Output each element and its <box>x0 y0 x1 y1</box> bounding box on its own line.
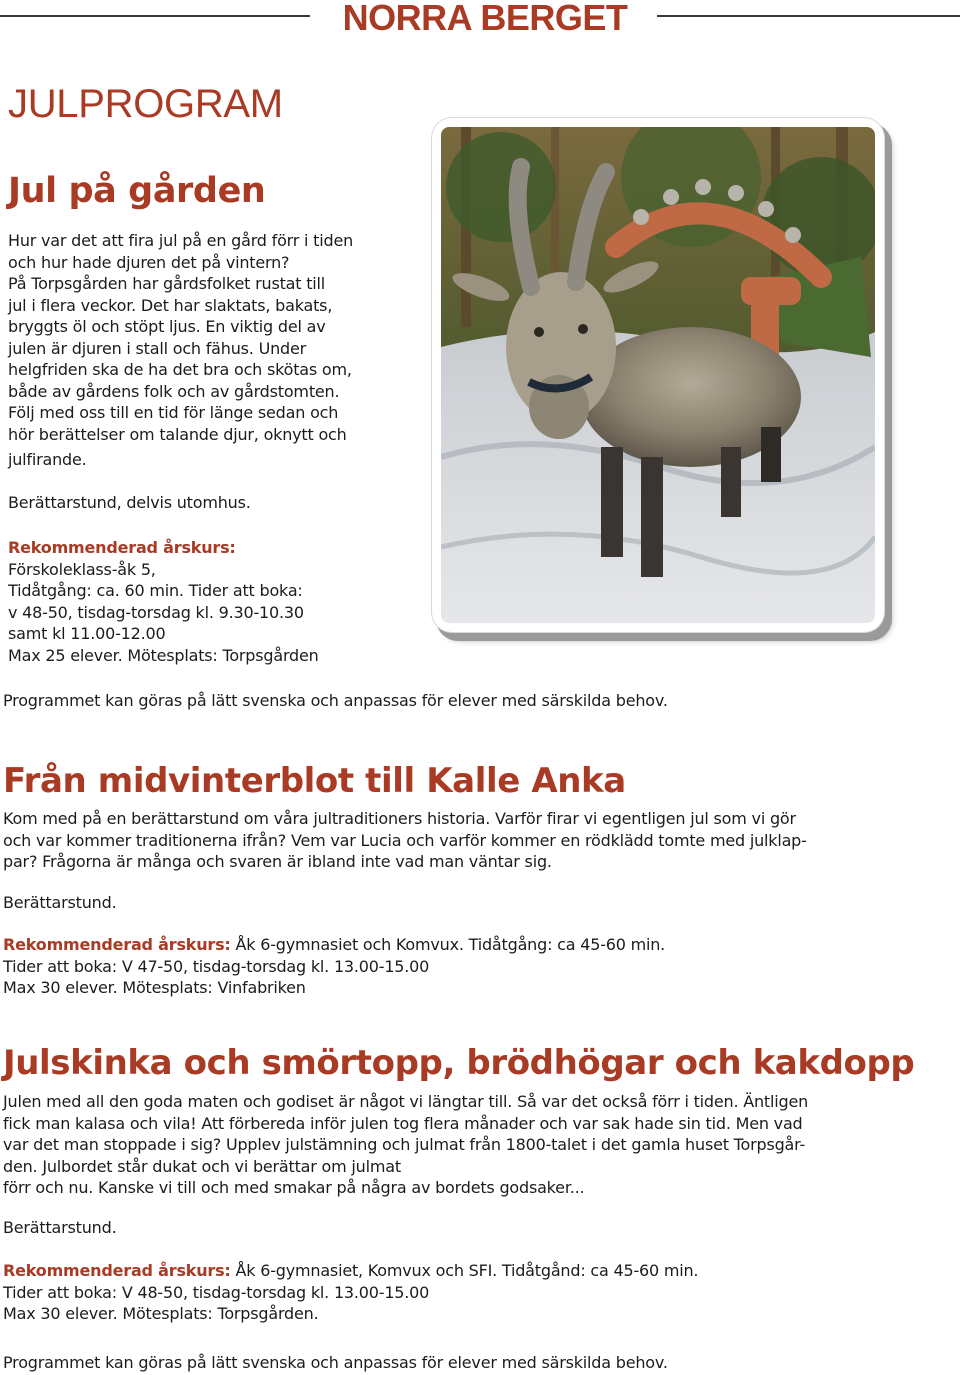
text-line: bryggts öl och stöpt ljus. En viktig del av <box>8 317 326 336</box>
section-heading-julskinka: Julskinka och smörtopp, brödhögar och kakdopp <box>3 1043 915 1083</box>
text-line: helgfriden ska de ha det bra och skötas om, <box>8 360 352 379</box>
section3-details <box>3 1260 933 1325</box>
text-line: samt kl 11.00-12.00 <box>8 624 166 643</box>
text-line: Max 30 elever. Mötesplats: Vinfabriken <box>3 978 306 997</box>
section1-format: Berättarstund, delvis utomhus. <box>8 493 251 512</box>
text-line: jul i flera veckor. Det har slaktats, bakats, <box>8 295 333 315</box>
text-line: Tidåtgång: ca. 60 min. Tider att boka: <box>8 581 303 600</box>
grade-label: Rekommenderad årskurs: <box>8 538 236 557</box>
grade-line <box>3 1260 933 1282</box>
text-line: Tider att boka: V 48-50, tisdag-torsdag kl. 13.00-15.00 <box>3 1282 430 1302</box>
goat-photo <box>441 127 875 623</box>
header-rule-left <box>0 15 310 17</box>
text-line: fick man kalasa och vila! Att förbereda inför julen tog flera månader och var sak hade sin tid. Men vad <box>3 1113 803 1133</box>
text-line: hör berättelser om talande djur, oknytt och <box>8 424 347 444</box>
text-line: den. Julbordet står dukat och vi berättar om julmat <box>3 1156 401 1176</box>
page-title: JULPROGRAM <box>8 82 283 126</box>
section1-note: Programmet kan göras på lätt svenska och anpassas för elever med särskilda behov. <box>3 691 668 710</box>
grade-label: Rekommenderad årskurs: <box>3 1261 231 1280</box>
text-line: förr och nu. Kanske vi till och med smakar på några av bordets godsaker... <box>3 1178 585 1197</box>
section-heading-midvinterblot: Från midvinterblot till Kalle Anka <box>3 761 626 801</box>
text-line: julfirande. <box>8 450 87 469</box>
text-line: var det man stoppade i sig? Upplev julstämning och julmat från 1800-talet i det gamla huset Torpsgår- <box>3 1135 806 1154</box>
section3-format: Berättarstund. <box>3 1218 117 1237</box>
site-title: NORRA BERGET <box>342 0 628 38</box>
text-line: Kom med på en berättarstund om våra jultraditioners historia. Varför firar vi egentligen jul som vi gör <box>3 809 796 828</box>
photo-frame <box>432 118 884 632</box>
grade-value: Åk 6-gymnasiet, Komvux och SFI. Tidåtgånd: ca 45-60 min. <box>230 1261 699 1280</box>
section-heading-jul-pa-garden: Jul på gården <box>8 171 266 211</box>
section2-format: Berättarstund. <box>3 893 117 912</box>
text-line: Förskoleklass-åk 5, <box>8 559 156 579</box>
section3-note: Programmet kan göras på lätt svenska och anpassas för elever med särskilda behov. <box>3 1353 668 1372</box>
text-line: På Torpsgården har gårdsfolket rustat till <box>8 274 326 293</box>
text-line: både av gårdens folk och av gårdstomten. <box>8 381 340 401</box>
text-line: och var kommer traditionerna ifrån? Vem var Lucia och varför kommer en rödklädd tomte med julklap- <box>3 830 807 850</box>
text-line: v 48-50, tisdag-torsdag kl. 9.30-10.30 <box>8 602 304 622</box>
section2-intro <box>3 808 933 873</box>
grade-value: Åk 6-gymnasiet och Komvux. Tidåtgång: ca 45-60 min. <box>230 935 666 954</box>
section3-intro <box>3 1091 933 1199</box>
grade-label: Rekommenderad årskurs: <box>3 935 231 954</box>
section2-details <box>3 934 933 999</box>
text-line: Max 25 elever. Mötesplats: Torpsgården <box>8 645 319 665</box>
text-line: och hur hade djuren det på vintern? <box>8 252 290 272</box>
section1-details <box>8 537 418 666</box>
text-line: Följ med oss till en tid för länge sedan och <box>8 403 339 422</box>
text-line: par? Frågorna är många och svaren är ibland inte vad man väntar sig. <box>3 852 552 871</box>
header-rule-right <box>657 15 960 17</box>
text-line: Tider att boka: V 47-50, tisdag-torsdag kl. 13.00-15.00 <box>3 956 430 976</box>
text-line: julen är djuren i stall och fähus. Under <box>8 338 307 358</box>
text-line: Max 30 elever. Mötesplats: Torpsgården. <box>3 1304 319 1323</box>
section1-intro <box>8 230 418 471</box>
grade-line <box>3 934 933 956</box>
text-line: Julen med all den goda maten och godiset är något vi längtar till. Så var det också förr i tiden. Äntligen <box>3 1092 809 1111</box>
text-line: Hur var det att fira jul på en gård förr i tiden <box>8 231 354 250</box>
